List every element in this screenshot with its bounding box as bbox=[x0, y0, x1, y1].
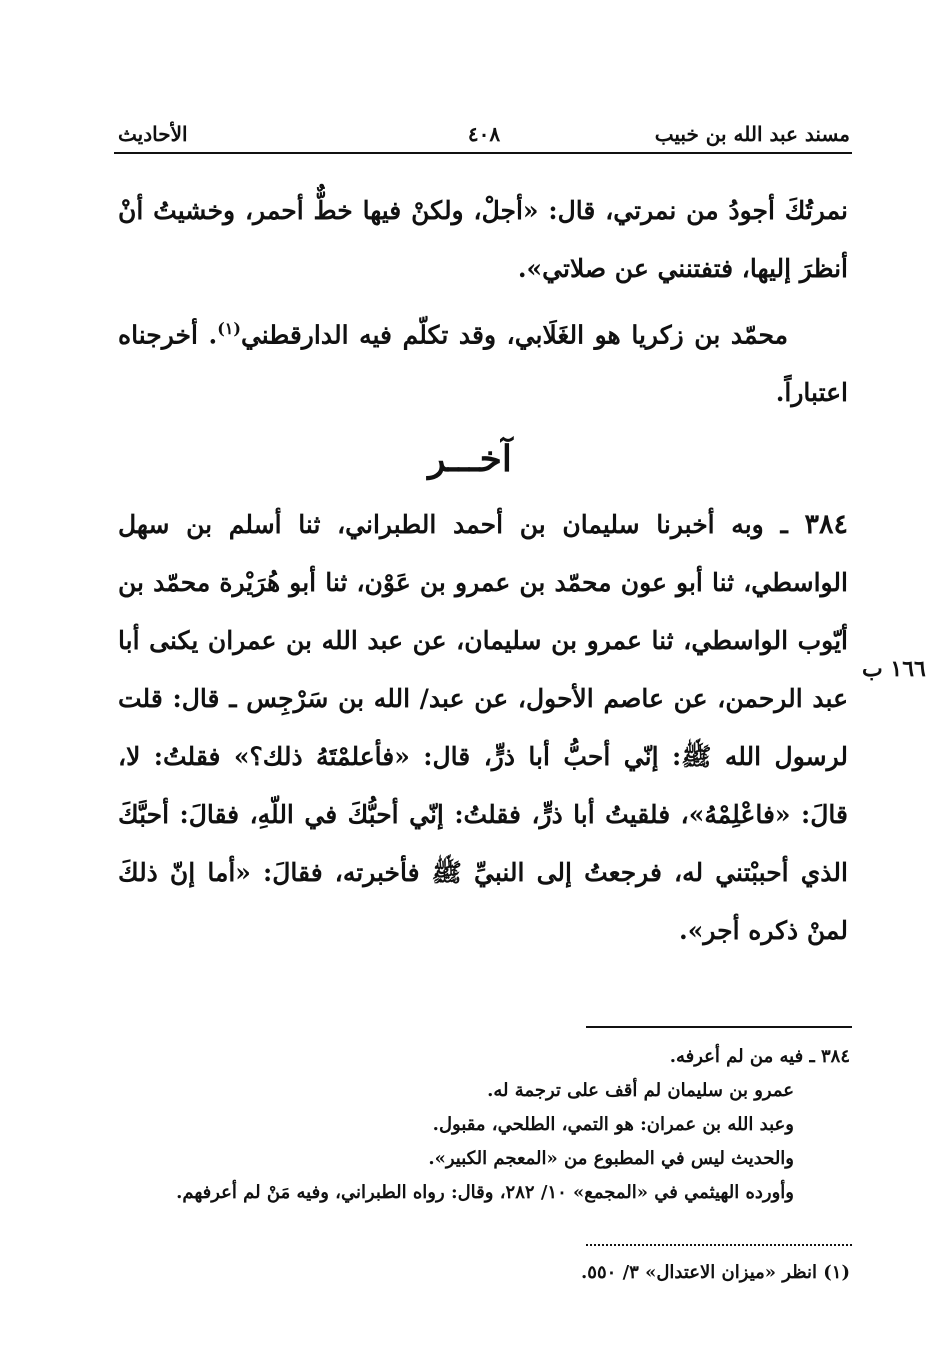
header-section-title: الأحاديث bbox=[118, 122, 188, 146]
footnote-line: ٣٨٤ ـ فيه من لم أعرفه. bbox=[669, 1046, 850, 1067]
paragraph-1-text: نمرتُكَ أجودُ من نمرتي، قال: «أجلْ، ولكنْ فيها خطٌّ أحمر، وخشيتُ أنْ أنظرَ إليها، فتفتنني عن صلاتي». bbox=[118, 196, 849, 283]
hadith-384 bbox=[118, 496, 848, 960]
paragraph-2-text: محمّد بن زكريا هو الغَلَابي، وقد تكلّم فيه الدارقطني bbox=[240, 320, 788, 350]
header-rule bbox=[114, 152, 852, 154]
hadith-number: ٣٨٤ bbox=[804, 509, 848, 540]
paragraph-2 bbox=[118, 300, 848, 422]
page-number: ٤٠٨ bbox=[467, 122, 501, 146]
paragraph-1 bbox=[118, 182, 848, 298]
footnote-line: عمرو بن سليمان لم أقف على ترجمة له. bbox=[487, 1080, 794, 1101]
footnote-marker: (١) bbox=[217, 319, 241, 338]
footnotes bbox=[118, 1040, 850, 1210]
section-heading: آخـــر bbox=[428, 438, 512, 480]
footnote-reference: (١) انظر «ميزان الاعتدال» ٣/ ٥٥٠. bbox=[581, 1262, 850, 1283]
hadith-text: ـ وبه أخبرنا سليمان بن أحمد الطبراني، ثنا أسلم بن سهل الواسطي، ثنا أبو عون محمّد بن عمرو بن عَوْن، ثنا أبو هُرَيْرة محمّد بن أيّوب الواسطي، ثنا عمرو بن سليمان، عن عبد الله بن عمران يكنى أبا عبد الرحمن، عن عاصم الأحول، عن عبد/ الله بن سَرْجِس ـ قال: قلت لرسول الله ﷺ: إنّي أحبُّ أبا ذرٍّ، قال: «فأعلمْتَهُ ذلك؟» فقلتُ: لا، قالَ: «فاعْلِمْهُ»، فلقيتُ أبا ذرٍّ، فقلتُ: إنّي أحبُّكَ في اللّهِ، فقالَ: أحبَّكَ الذي أحببْتني له، فرجعتُ إلى النبيِّ ﷺ فأخبرته، فقالَ: «أما إنّ ذلكَ لمنْ ذكره أجر». bbox=[118, 510, 848, 945]
footnote-rule-2 bbox=[586, 1244, 852, 1246]
footnote-rule bbox=[586, 1026, 852, 1028]
manuscript-folio-note: ١٦٦ ب bbox=[862, 656, 926, 682]
paragraph-2-end: . أخرجناه اعتباراً. bbox=[118, 320, 848, 408]
header-book-title: مسند عبد الله بن خبيب bbox=[654, 122, 850, 146]
footnote-line: والحديث ليس في المطبوع من «المعجم الكبير». bbox=[428, 1148, 794, 1169]
running-header bbox=[118, 118, 850, 152]
footnote-line: وأورده الهيثمي في «المجمع» ١٠/ ٢٨٢، وقال: رواه الطبراني، وفيه مَنْ لم أعرفهم. bbox=[176, 1182, 794, 1203]
footnote-line: وعبد الله بن عمران: هو التمي، الطلحي، مقبول. bbox=[432, 1114, 794, 1135]
